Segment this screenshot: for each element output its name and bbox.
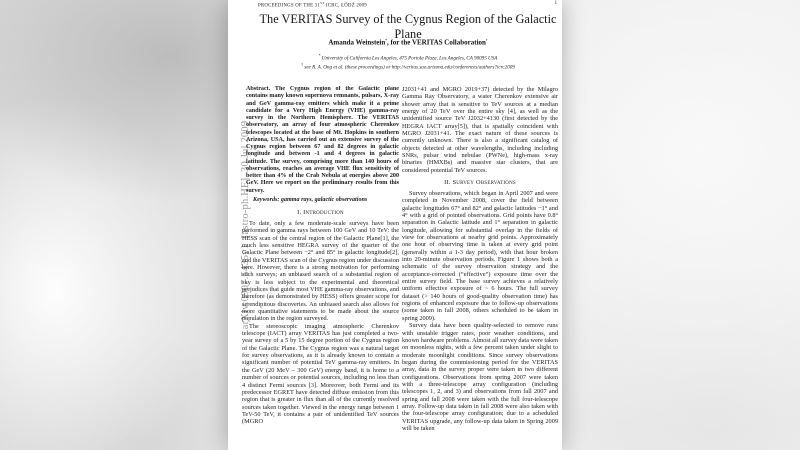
section-heading-introduction: I. Introduction xyxy=(297,209,344,217)
paper-page xyxy=(228,0,562,450)
body-paragraph: To date, only a few moderate-scale surveys have been performed in gamma rays between 100 GeV and 10 TeV: the HESS scan of the central region of the Galactic Plane[1], the much less sensitive HEGRA survey of the quarter of the Galactic Plane between −2° and 85° in galactic longitude[2], and the VERITAS scan of the Cygnus region under discussion here. However, there is a strong motivation for performing such surveys; an unbiased search of a substantial region of sky is less subject to the experimental and theoretical prejudices that guide most VHE gamma-ray observations, and therefore (as demonstrated by HESS) offers greater scope for serendipitous discoveries. An unbiased search also allows for more quantitative statements to be made about the source population in the region surveyed. xyxy=(242,219,399,323)
left-column xyxy=(242,86,399,450)
running-header-text: PROCEEDINGS OF THE 31 xyxy=(258,3,321,9)
abstract-paragraph: Abstract. The Cygnus region of the Galactic plane contains many known supernova remnants, pulsars, X-ray and GeV gamma-ray emitters which make it a prime candidate for a Very High Energy (VHE) gamma-ray survey in the Northern Hemisphere. The VERITAS observatory, an array of four atmospheric Cherenkov telescopes located at the base of Mt. Hopkins in southern Arizona, USA, has carried out an extensive survey of the Cygnus region between 67 and 82 degrees in galactic longitude and between -1 and 4 degrees in galactic latitude. The survey, comprising more than 140 hours of observations, reaches an average VHE flux sensitivity of better than 4% of the Crab Nebula at energies above 200 GeV. Here we report on the preliminary results from this survey. xyxy=(246,86,399,194)
affiliation-symbol: * xyxy=(318,54,321,58)
running-header-text-tail: ICRC, ŁÓDŹ 2009 xyxy=(324,3,367,9)
arxiv-identifier: arXiv:0907.5435v1 [astro-ph.HE] 30 Jul 2009 xyxy=(240,120,251,330)
author-name: Amanda Weinstein xyxy=(328,38,386,47)
body-paragraph: The stereoscopic imaging atmospheric Cherenkov telescope (IACT) array VERITAS has just completed a two-year survey of a 5 by 15 degree portion of the Cygnus region of the Galactic Plane. The Cygnus region was a natural target for survey observations, as it is already known to contain a significant number of potential TeV gamma-ray emitters. In the GeV (20 MeV – 300 GeV) energy band, it is home to a number of sources or potential sources, including no less than 4 distinct Fermi sources [3]. Moreover, both Fermi and its predecessor EGRET have detected diffuse emission from this region that is greater in flux than all of the currently resolved sources taken together. Viewed in the energy range between 1 TeV-50 TeV, it contains a pair of unidentified TeV sources (MGRO xyxy=(242,322,399,426)
running-header xyxy=(258,1,367,9)
author-affiliation-mark: * xyxy=(385,38,387,42)
page-number: 1 xyxy=(554,1,557,6)
body-paragraph-continuation: J2031+41 and MGRO 2019+37) detected by the Milagro Gamma Ray Observatory, a water Cherenkov extensive air shower array that is sensitive to TeV sources at a median energy of 20 TeV over the entire sky [4], as well as the unidentified source TeV J2032+4130 (first detected by the HEGRA IACT array[5]), that is spatially coincident with MGRO J2031+41. The exact nature of these sources is currently unknown. There is also a significant catalog of objects detected at other wavelengths, including including SNRs, pulsar wind nebulae (PWNe), high-mass x-ray binaries (HMXBs) and massive star clusters, that are considered potential TeV sources. xyxy=(402,86,558,174)
affiliation-symbol: † xyxy=(301,63,304,68)
running-header-superscript: ST xyxy=(320,1,325,5)
right-column xyxy=(402,86,558,450)
affiliation-line xyxy=(254,62,562,71)
section-heading-survey-observations: II. Survey Observations xyxy=(444,179,516,187)
body-paragraph: Survey observations, which began in April 2007 and were completed in November 2008, cover the field between galactic longitudes 67° and 82° and galactic latitudes −1° and 4° with a grid of pointed observations. Grid points have 0.8° separation in Galactic latitude and 1° separation in galactic longitude, allowing for substantial overlap in the fields of view for observations at nearby grid points. Approximately one hour of observing time is taken at every grid point (generally within a 1-3 day period), with that hour broken into 20-minute observation periods. Figure 1 shows both a schematic of the survey observation strategy and the acceptance-corrected (“effective”) exposure time over the entire survey field. The base survey achieves a relatively uniform effective exposure of ~ 6 hours. The full survey dataset (> 140 hours of good-quality observation time) has regions of enhanced exposure due to follow-up observations (some taken in fall 2008, others scheduled to be taken in spring 2009). xyxy=(402,189,558,322)
affiliation-line xyxy=(254,53,562,62)
paper-title-text: The VERITAS Survey of the Cygnus Region of the Galactic Plane xyxy=(259,12,557,41)
affiliation-text: see R. A. Ong et al. (these proceedings) or http://veritas.sao.arizona.edu/conferences/authors?icrc2009 xyxy=(303,64,515,71)
collaboration-footnote-mark: † xyxy=(485,38,488,42)
affiliation-text: University of California Los Angeles, 475 Portola Plaza, Los Angeles, CA 90095 USA xyxy=(320,55,498,62)
body-paragraph: Survey data have been quality-selected to remove runs with unstable trigger rates, poor weather conditions, and known hardware problems. Almost all survey data were taken on moonless nights, with a few percent taken under slight to moderate moonlight conditions. Since survey observations began during the commissioning period for the VERITAS array, data in the survey proper were taken in two different configurations. Observations from spring 2007 were taken with a three-telescope array configuration (including telescopes 1, 2, and 3) and observations from fall 2007 and spring and fall 2008 were taken with the full four-telescope array. Follow-up data taken in fall 2008 were also taken with the four-telescope array configuration; due to a scheduled VERITAS upgrade, any follow-up data taken in Spring 2009 will be taken xyxy=(402,322,558,432)
author-collaboration: , for the VERITAS Collaboration xyxy=(386,38,486,47)
author-line xyxy=(254,38,562,46)
keywords-line: Keywords: gamma rays, galactic observations xyxy=(253,196,368,203)
affiliations-block xyxy=(254,53,562,72)
